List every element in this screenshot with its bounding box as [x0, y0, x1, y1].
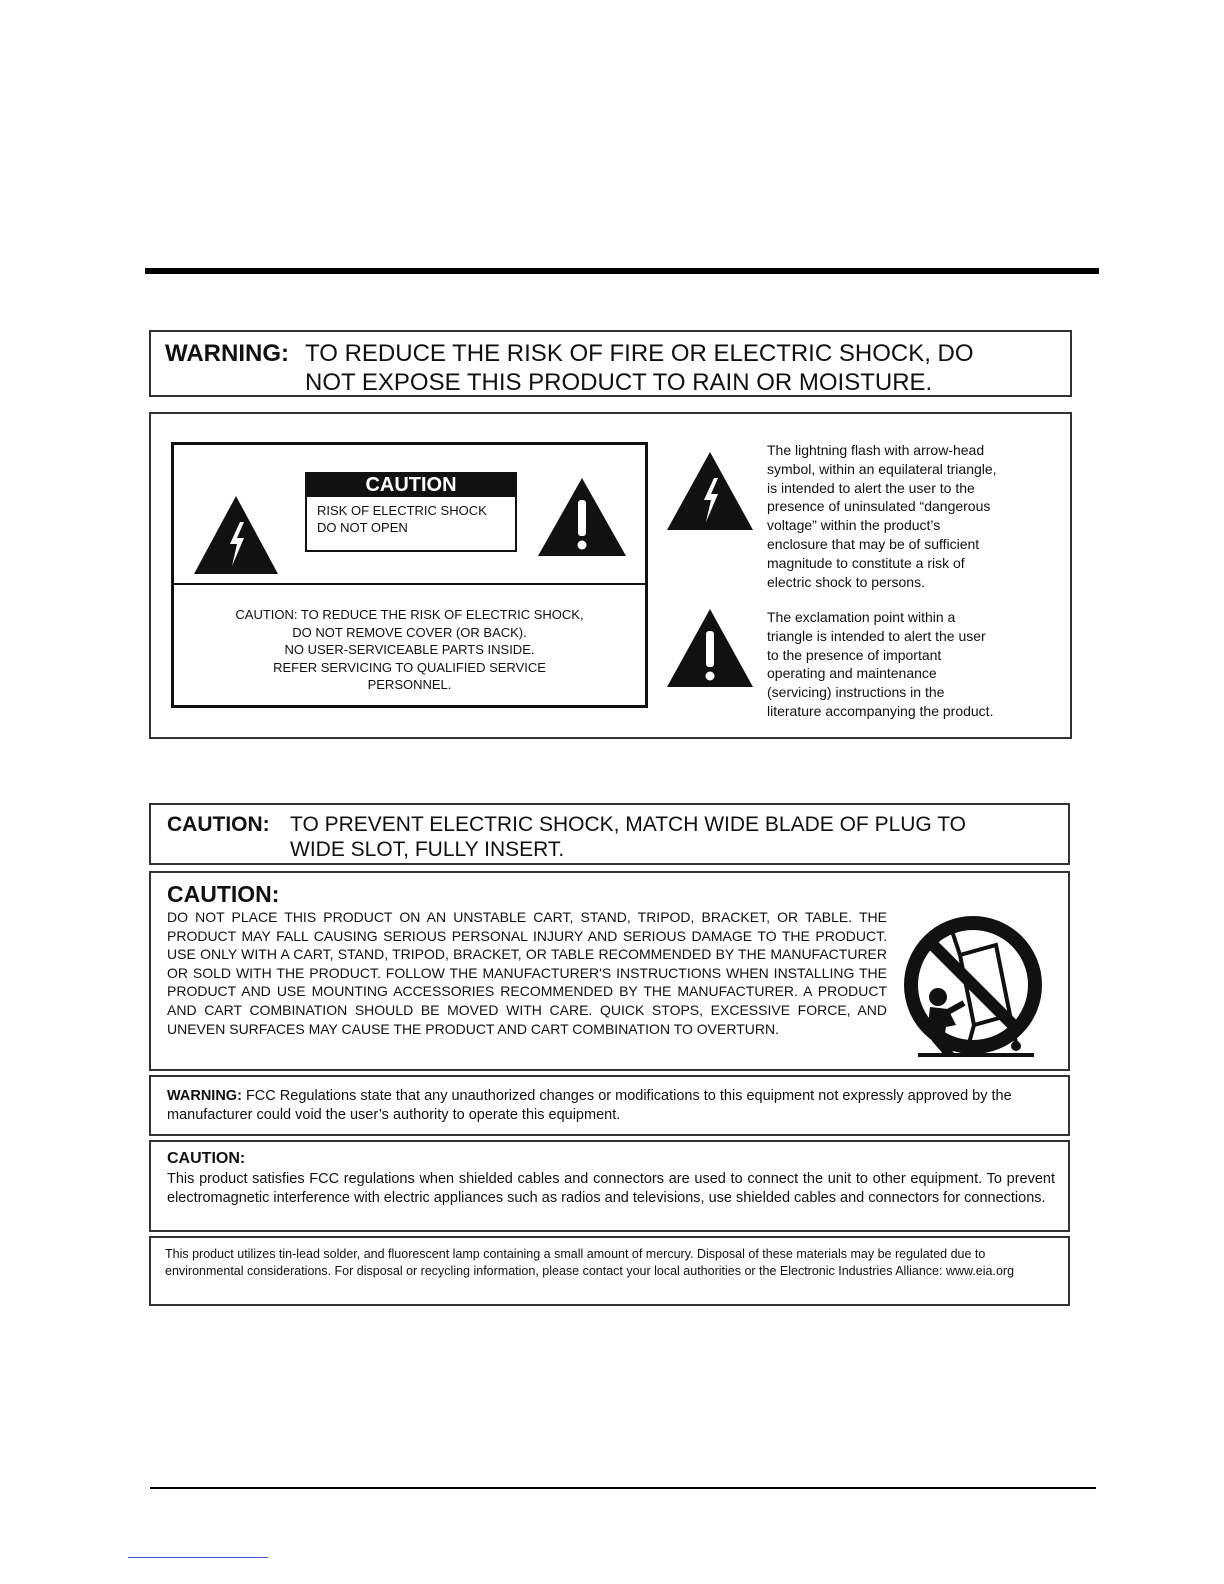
- lightning-explanation-line: The lightning flash with arrow-head: [767, 442, 985, 458]
- rain-moisture-warning-box: [149, 330, 1072, 397]
- caution-label-line-2: DO NOT OPEN: [317, 520, 408, 535]
- lightning-triangle-icon: [194, 496, 278, 574]
- exclamation-explanation-line: The exclamation point within a: [767, 609, 956, 625]
- bottom-rule: [150, 1487, 1096, 1489]
- exclamation-explanation-line: (servicing) instructions in the: [767, 684, 945, 701]
- exclamation-explanation-line: triangle is intended to alert the user: [767, 627, 986, 644]
- fcc-warning-body: FCC Regulations state that any unauthorized changes or modifications to this equipment not expressly approved by the manufacturer could void the user’s authority to operate this equipment.: [167, 1088, 1012, 1123]
- fcc-caution-body: This product satisfies FCC regulations when shielded cables and connectors are used to connect the unit to other equipment. To prevent electromagnetic interference with electric appliances such as radios and televisions, use shielded cables and connectors for connections.: [167, 1171, 1055, 1206]
- exclamation-triangle-icon: [667, 609, 753, 687]
- caution-text-line-5: PERSONNEL.: [367, 677, 452, 692]
- caution-label-panel: [171, 442, 648, 708]
- caution-label: [305, 472, 517, 552]
- exclamation-explanation-line: literature accompanying the product.: [767, 702, 994, 719]
- lightning-triangle-icon: [667, 452, 753, 530]
- plug-caution-box: [149, 803, 1070, 865]
- warning-line-1: TO REDUCE THE RISK OF FIRE OR ELECTRIC SHOCK, DO: [305, 340, 974, 367]
- warning-label: WARNING:: [165, 340, 289, 367]
- fcc-warning-text: [167, 1087, 1047, 1124]
- lightning-explanation-line: symbol, within an equilateral triangle,: [767, 460, 997, 477]
- exclamation-explanation-line: to the presence of important: [767, 646, 942, 663]
- lightning-explanation-line: magnitude to constitute a risk of: [767, 554, 965, 571]
- lightning-explanation: [767, 441, 1067, 591]
- lightning-explanation-line: presence of uninsulated “dangerous: [767, 498, 991, 515]
- lightning-explanation-line: voltage” within the product’s: [767, 517, 941, 534]
- fcc-warning-box: [149, 1075, 1070, 1136]
- fcc-warning-label: WARNING:: [167, 1088, 242, 1104]
- footer-link-underline: [128, 1557, 268, 1558]
- warning-line-2: NOT EXPOSE THIS PRODUCT TO RAIN OR MOISTURE.: [305, 369, 933, 396]
- disposal-notice-text: This product utilizes tin-lead solder, and fluorescent lamp containing a small amount of mercury. Disposal of these materials may be regulated due to environmental considerations. For disposal or recycling information, please contact your local authorities or the Electronic Industries Alliance: www.eia.org: [165, 1247, 1015, 1278]
- caution-text-line-2: DO NOT REMOVE COVER (OR BACK).: [292, 624, 527, 640]
- top-rule: [145, 268, 1099, 274]
- safety-symbols-box: [149, 412, 1072, 739]
- plug-caution-label: CAUTION:: [167, 813, 270, 836]
- disposal-notice-box: [149, 1236, 1070, 1306]
- cart-caution-box: [149, 871, 1070, 1071]
- caution-text-block: [174, 606, 645, 694]
- caution-label-heading: CAUTION: [307, 474, 515, 497]
- cart-tip-over-icon: [898, 915, 1048, 1065]
- exclamation-triangle-icon: [538, 478, 626, 556]
- fcc-caution-box: [149, 1140, 1070, 1232]
- exclamation-explanation: [767, 608, 1067, 721]
- caution-label-line-1: RISK OF ELECTRIC SHOCK: [317, 503, 487, 518]
- cart-caution-body: DO NOT PLACE THIS PRODUCT ON AN UNSTABLE CART, STAND, TRIPOD, BRACKET, OR TABLE. THE PRODUCT MAY FALL CAUSING SERIOUS PERSONAL INJURY AND SERIOUS DAMAGE TO THE PRODUCT. USE ONLY WITH A CART, STAND, TRIPOD, BRACKET, OR TABLE RECOMMENDED BY THE MANUFACTURER OR SOLD WITH THE PRODUCT. FOLLOW THE MANUFACTURER'S INSTRUCTIONS WHEN INSTALLING THE PRODUCT AND USE MOUNTING ACCESSORIES RECOMMENDED BY THE MANUFACTURER. A PRODUCT AND CART COMBINATION SHOULD BE MOVED WITH CARE. QUICK STOPS, EXCESSIVE FORCE, AND UNEVEN SURFACES MAY CAUSE THE PRODUCT AND CART COMBINATION TO OVERTURN.: [167, 909, 887, 1037]
- exclamation-explanation-line: operating and maintenance: [767, 665, 937, 682]
- plug-caution-line-2: WIDE SLOT, FULLY INSERT.: [290, 838, 565, 861]
- caution-text-line-3: NO USER-SERVICEABLE PARTS INSIDE.: [284, 642, 535, 657]
- lightning-explanation-line: electric shock to persons.: [767, 573, 925, 590]
- plug-caution-line-1: TO PREVENT ELECTRIC SHOCK, MATCH WIDE BLADE OF PLUG TO: [290, 813, 967, 836]
- lightning-explanation-line: is intended to alert the user to the: [767, 479, 975, 496]
- lightning-explanation-line: enclosure that may be of sufficient: [767, 535, 980, 552]
- cart-caution-title: CAUTION:: [167, 881, 280, 907]
- caution-text-line-1: CAUTION: TO REDUCE THE RISK OF ELECTRIC SHOCK,: [235, 607, 584, 622]
- fcc-caution-title: CAUTION:: [167, 1150, 246, 1167]
- caution-text-line-4: REFER SERVICING TO QUALIFIED SERVICE: [273, 659, 546, 675]
- panel-divider: [174, 583, 645, 585]
